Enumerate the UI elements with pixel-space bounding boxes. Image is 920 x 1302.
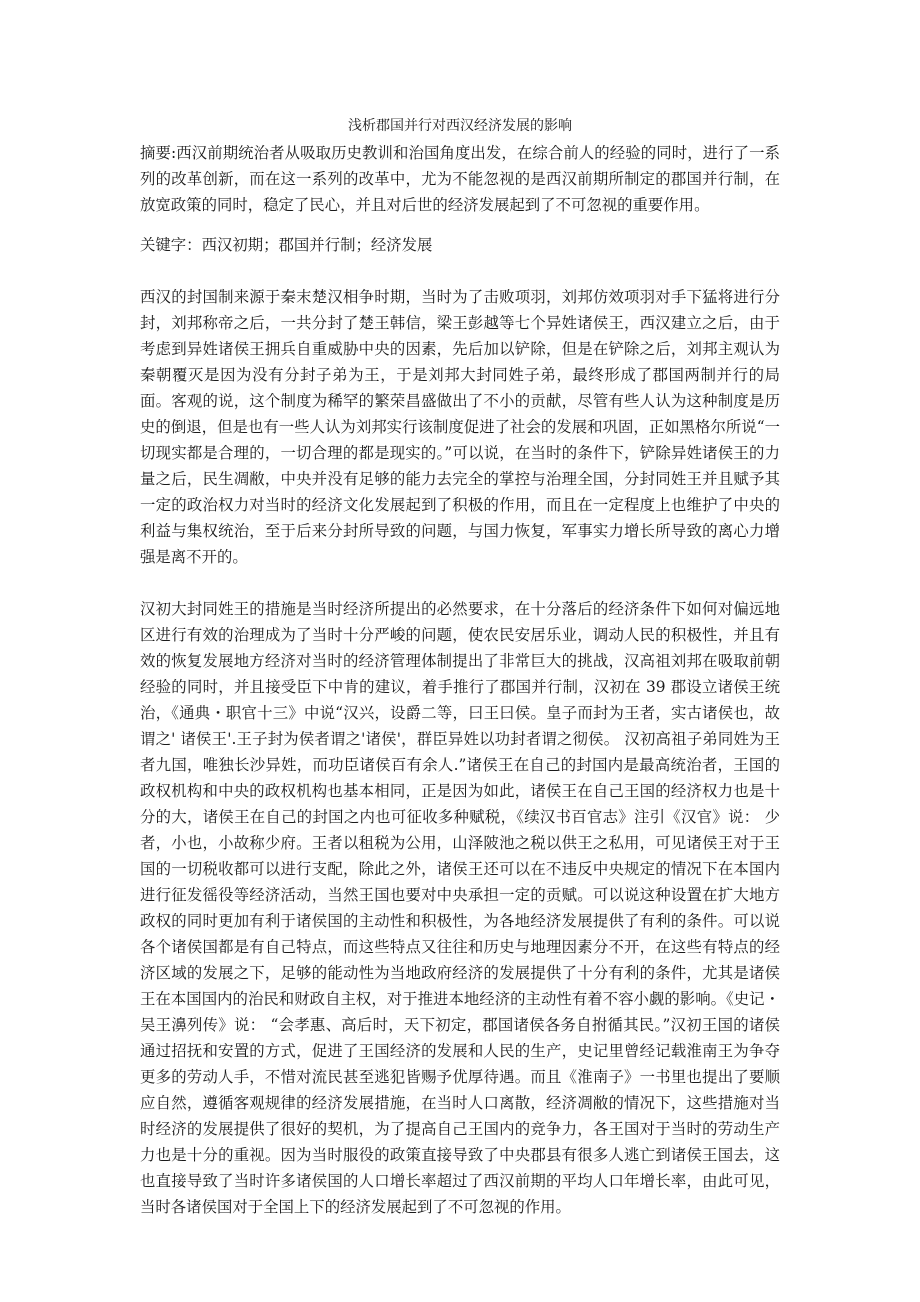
abstract-paragraph: 摘要:西汉前期统治者从吸取历史教训和治国角度出发，在综合前人的经验的同时，进行了一系列的改革创新，而在这一系列的改革中，尤为不能忽视的是西汉前期所制定的郡国并行制，在放宽政策的同时，稳定了民心，并且对后世的经济发展起到了不可忽视的重要作用。 <box>140 144 780 214</box>
body-paragraph-2: 汉初大封同姓王的措施是当时经济所提出的必然要求，在十分落后的经济条件下如何对偏远地区进行有效的治理成为了当时十分严峻的问题，使农民安居乐业，调动人民的积极性，并且有效的恢复发展地方经济对当时的经济管理体制提出了非常巨大的挑战，汉高祖刘邦在吸取前朝经验的同时，并且接受臣下中肯的建议，着手推行了郡国并行制，汉初在 39 郡设立诸侯王统治，《通典・职官十三》中说“汉兴，设爵二等，曰王曰侯。皇子而封为王者，实古诸侯也，故谓之' 诸侯王'.王子封为侯者谓之'诸侯'，群臣异姓以功封者谓之彻侯。 汉初高祖子弟同姓为王者九国，唯独长沙异姓，而功臣诸侯百有余人.”诸侯王在自己的封国内是最高统治者，王国的政权机构和中央的政权机构也基本相同，正是因为如此，诸侯王在自己王国的经济权力也是十分的大，诸侯王在自己的封国之内也可征收多种赋税，《续汉书百官志》注引《汉官》说： 少者，小也，小故称少府。王者以租税为公用，山泽陂池之税以供王之私用，可见诸侯王对于王国的一切税收都可以进行支配，除此之外，诸侯王还可以在不违反中央规定的情况下在本国内进行征发徭役等经济活动，当然王国也要对中央承担一定的贡赋。可以说这种设置在扩大地方政权的同时更加有利于诸侯国的主动性和积极性，为各地经济发展提供了有利的条件。可以说各个诸侯国都是有自己特点，而这些特点又往往和历史与地理因素分不开，在这些有特点的经济区域的发展之下，足够的能动性为当地政府经济的发展提供了十分有利的条件，尤其是诸侯王在本国国内的治民和财政自主权，对于推进本地经济的主动性有着不容小觑的影响。《史记・吴王濞列传》说： “会孝惠、高后时，天下初定，郡国诸侯各务自拊循其民。”汉初王国的诸侯通过招抚和安置的方式，促进了王国经济的发展和人民的生产，史记里曾经记载淮南王为争夺更多的劳动人手，不惜对流民甚至逃犯皆赐予优厚待遇。而且《淮南子》一书里也提出了要顺应自然，遵循客观规律的经济发展措施，在当时人口离散，经济凋敝的情况下，这些措施对当时经济的发展提供了很好的契机，为了提高自己王国内的竞争力，各王国对于当时的劳动生产力也是十分的重视。因为当时服役的政策直接导致了中央郡县有很多人逃亡到诸侯王国去，这也直接导致了当时许多诸侯国的人口增长率超过了西汉前期的平均人口年增长率，由此可见，当时各诸侯国对于全国上下的经济发展起到了不可忽视的作用。 <box>140 600 780 1216</box>
document-page <box>140 112 780 1220</box>
keywords-line: 关键字：西汉初期；郡国并行制；经济发展 <box>140 236 433 254</box>
document-title: 浅析郡国并行对西汉经济发展的影响 <box>348 118 572 134</box>
body-paragraph-1: 西汉的封国制来源于秦末楚汉相争时期，当时为了击败项羽，刘邦仿效项羽对手下猛将进行分封，刘邦称帝之后，一共分封了楚王韩信，梁王彭越等七个异姓诸侯王，西汉建立之后，由于考虑到异姓诸侯王拥兵自重威胁中央的因素，先后加以铲除，但是在铲除之后，刘邦主观认为秦朝覆灭是因为没有分封子弟为王，于是刘邦大封同姓子弟，最终形成了郡国两制并行的局面。客观的说，这个制度为稀罕的繁荣昌盛做出了不小的贡献，尽管有些人认为这种制度是历史的倒退，但是也有一些人认为刘邦实行该制度促进了社会的发展和巩固，正如黑格尔所说“一切现实都是合理的，一切合理的都是现实的。”可以说，在当时的条件下，铲除异姓诸侯王的力量之后，民生凋敝，中央并没有足够的能力去完全的掌控与治理全国，分封同姓王并且赋予其一定的政治权力对当时的经济文化发展起到了积极的作用，而且在一定程度上也维护了中央的利益与集权统治，至于后来分封所导致的问题，与国力恢复，军事实力增长所导致的离心力增强是离不开的。 <box>140 288 780 566</box>
